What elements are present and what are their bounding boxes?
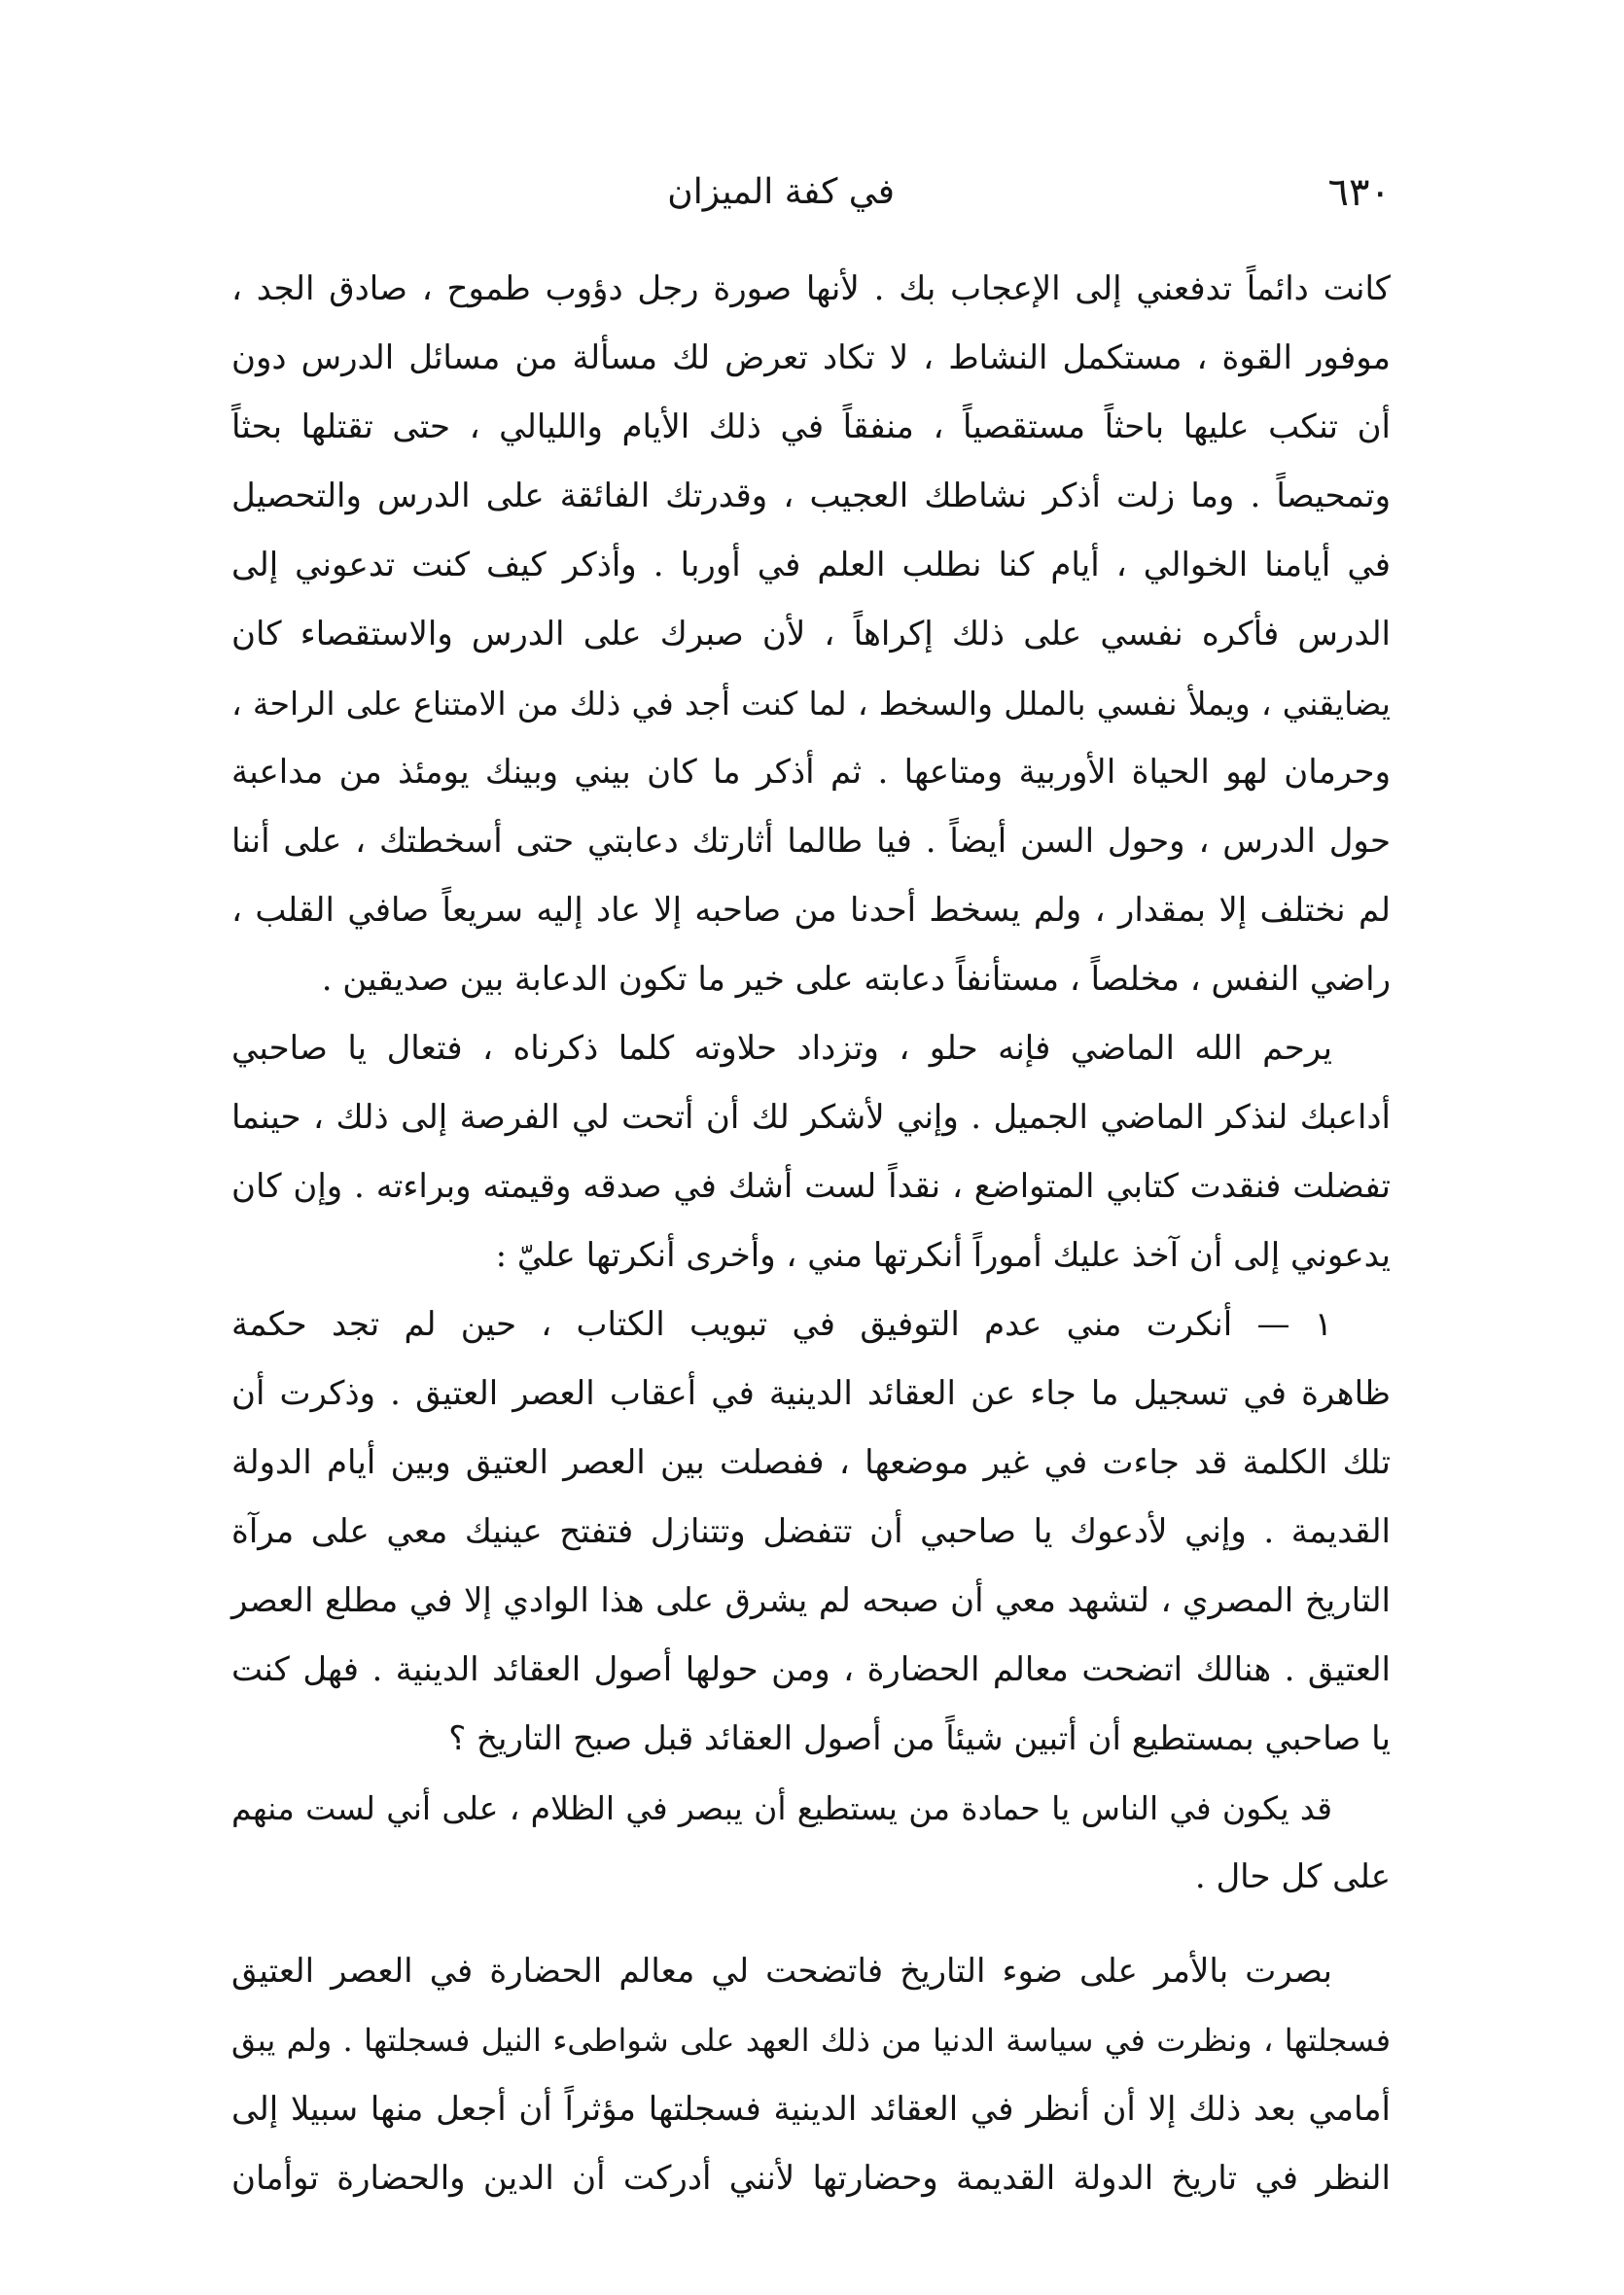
text-line: موفور القوة ، مستكمل النشاط ، لا تكاد تعرض لك مسألة من مسائل الدرس دون xyxy=(231,338,1391,377)
text-line: وتمحيصاً . وما زلت أذكر نشاطك العجيب ، وقدرتك الفائقة على الدرس والتحصيل xyxy=(231,477,1391,515)
paragraph-gap xyxy=(231,1912,1391,1937)
text-line: تفضلت فنقدت كتابي المتواضع ، نقداً لست أشك في صدقه وقيمته وبراءته . وإن كان xyxy=(231,1167,1391,1206)
text-line: في أيامنا الخوالي ، أيام كنا نطلب العلم في أوربا . وأذكر كيف كنت تدعوني إلى xyxy=(231,546,1391,584)
text-line: حول الدرس ، وحول السن أيضاً . فيا طالما أثارتك دعابتي حتى أسخطتك ، على أننا xyxy=(231,822,1391,861)
text-line: أداعبك لنذكر الماضي الجميل . وإني لأشكر لك أن أتحت لي الفرصة إلى ذلك ، حينما xyxy=(231,1098,1391,1137)
page-header xyxy=(233,163,1391,222)
text-line: أن تنكب عليها باحثاً مستقصياً ، منفقاً في ذلك الأيام والليالي ، حتى تقتلها بحثاً xyxy=(231,407,1391,446)
text-line: يضايقني ، ويملأ نفسي بالملل والسخط ، لما كنت أجد في ذلك من الامتناع على الراحة ، xyxy=(231,685,1391,723)
page-number: ٦٣٠ xyxy=(1327,170,1391,215)
text-line: لم نختلف إلا بمقدار ، ولم يسخط أحدنا من صاحبه إلا عاد إليه سريعاً صافي القلب ، xyxy=(231,891,1391,930)
text-line: يا صاحبي بمستطيع أن أتبين شيئاً من أصول العقائد قبل صبح التاريخ ؟ xyxy=(448,1719,1391,1758)
running-head: في كفة الميزان xyxy=(667,172,895,212)
text-line: ١ — أنكرت مني عدم التوفيق في تبويب الكتاب ، حين لم تجد حكمة xyxy=(231,1305,1332,1344)
body-text xyxy=(231,255,1391,2213)
text-line: تلك الكلمة قد جاءت في غير موضعها ، ففصلت بين العصر العتيق وبين أيام الدولة xyxy=(231,1443,1391,1482)
text-line: العتيق . هنالك اتضحت معالم الحضارة ، ومن حولها أصول العقائد الدينية . فهل كنت xyxy=(231,1650,1391,1689)
text-line: يدعوني إلى أن آخذ عليك أموراً أنكرتها مني ، وأخرى أنكرتها عليّ : xyxy=(495,1236,1391,1275)
text-line: وحرمان لهو الحياة الأوربية ومتاعها . ثم أذكر ما كان بيني وبينك يومئذ من مداعبة xyxy=(231,753,1391,792)
text-line: ظاهرة في تسجيل ما جاء عن العقائد الدينية في أعقاب العصر العتيق . وذكرت أن xyxy=(231,1374,1391,1413)
text-line: التاريخ المصري ، لتشهد معي أن صبحه لم يشرق على هذا الوادي إلا في مطلع العصر xyxy=(231,1581,1391,1620)
text-line: يرحم الله الماضي فإنه حلو ، وتزداد حلاوته كلما ذكرناه ، فتعال يا صاحبي xyxy=(231,1029,1332,1068)
text-line: القديمة . وإني لأدعوك يا صاحبي أن تتفضل وتتنازل فتفتح عينيك معي على مرآة xyxy=(231,1512,1391,1551)
text-line: كانت دائماً تدفعني إلى الإعجاب بك . لأنها صورة رجل دؤوب طموح ، صادق الجد ، xyxy=(231,269,1391,308)
text-line: راضي النفس ، مخلصاً ، مستأنفاً دعابته على خير ما تكون الدعابة بين صديقين . xyxy=(321,960,1391,999)
text-line: قد يكون في الناس يا حمادة من يستطيع أن يبصر في الظلام ، على أني لست منهم xyxy=(231,1789,1332,1827)
text-line: بصرت بالأمر على ضوء التاريخ فاتضحت لي معالم الحضارة في العصر العتيق xyxy=(231,1952,1332,1991)
text-line: على كل حال . xyxy=(1194,1857,1391,1896)
text-line: أمامي بعد ذلك إلا أن أنظر في العقائد الدينية فسجلتها مؤثراً أن أجعل منها سبيلا إلى xyxy=(231,2090,1391,2129)
text-line: النظر في تاريخ الدولة القديمة وحضارتها لأنني أدركت أن الدين والحضارة توأمان xyxy=(231,2159,1391,2198)
text-line: فسجلتها ، ونظرت في سياسة الدنيا من ذلك العهد على شواطىء النيل فسجلتها . ولم يبق xyxy=(231,2022,1391,2059)
text-line: الدرس فأكره نفسي على ذلك إكراهاً ، لأن صبرك على الدرس والاستقصاء كان xyxy=(231,615,1391,653)
